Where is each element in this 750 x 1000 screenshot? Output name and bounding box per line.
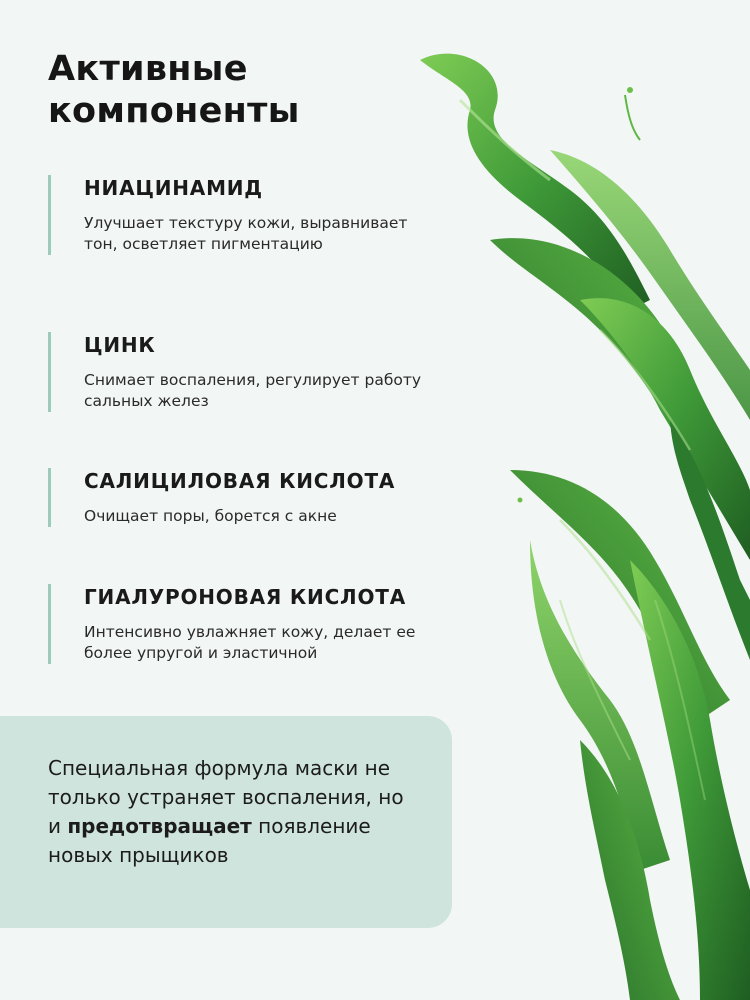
accent-bar <box>48 468 51 527</box>
formula-text-before: Специальная формула маски не только устраняет воспаления, но и <box>48 756 404 838</box>
ingredient-zinc <box>48 332 424 412</box>
ingredient-niacinamide <box>48 175 424 255</box>
formula-text-after: появление новых прыщиков <box>48 814 371 867</box>
page-title-line-2: компоненты <box>48 91 300 131</box>
ingredient-salicylic-acid <box>48 468 424 527</box>
accent-bar <box>48 332 51 412</box>
seaweed-image <box>400 40 750 1000</box>
accent-bar <box>48 584 51 664</box>
formula-text-bold: предотвращает <box>67 814 252 838</box>
ingredient-description: Улучшает текстуру кожи, выравнивает тон, осветляет пигментацию <box>84 214 408 253</box>
page-title <box>48 48 428 132</box>
ingredient-description: Интенсивно увлажняет кожу, делает ее более упругой и эластичной <box>84 623 416 662</box>
formula-text <box>48 754 418 870</box>
page-title-line-1: Активные <box>48 49 248 89</box>
ingredient-description: Снимает воспаления, регулирует работу сальных желез <box>84 371 422 410</box>
ingredient-name: САЛИЦИЛОВАЯ КИСЛОТА <box>84 469 396 493</box>
ingredient-hyaluronic-acid <box>48 584 424 664</box>
ingredient-name: ГИАЛУРОНОВАЯ КИСЛОТА <box>84 585 406 609</box>
formula-callout <box>0 716 452 928</box>
accent-bar <box>48 175 51 255</box>
ingredient-name: НИАЦИНАМИД <box>84 176 263 200</box>
ingredient-name: ЦИНК <box>84 333 156 357</box>
ingredient-description: Очищает поры, борется с акне <box>84 507 337 525</box>
